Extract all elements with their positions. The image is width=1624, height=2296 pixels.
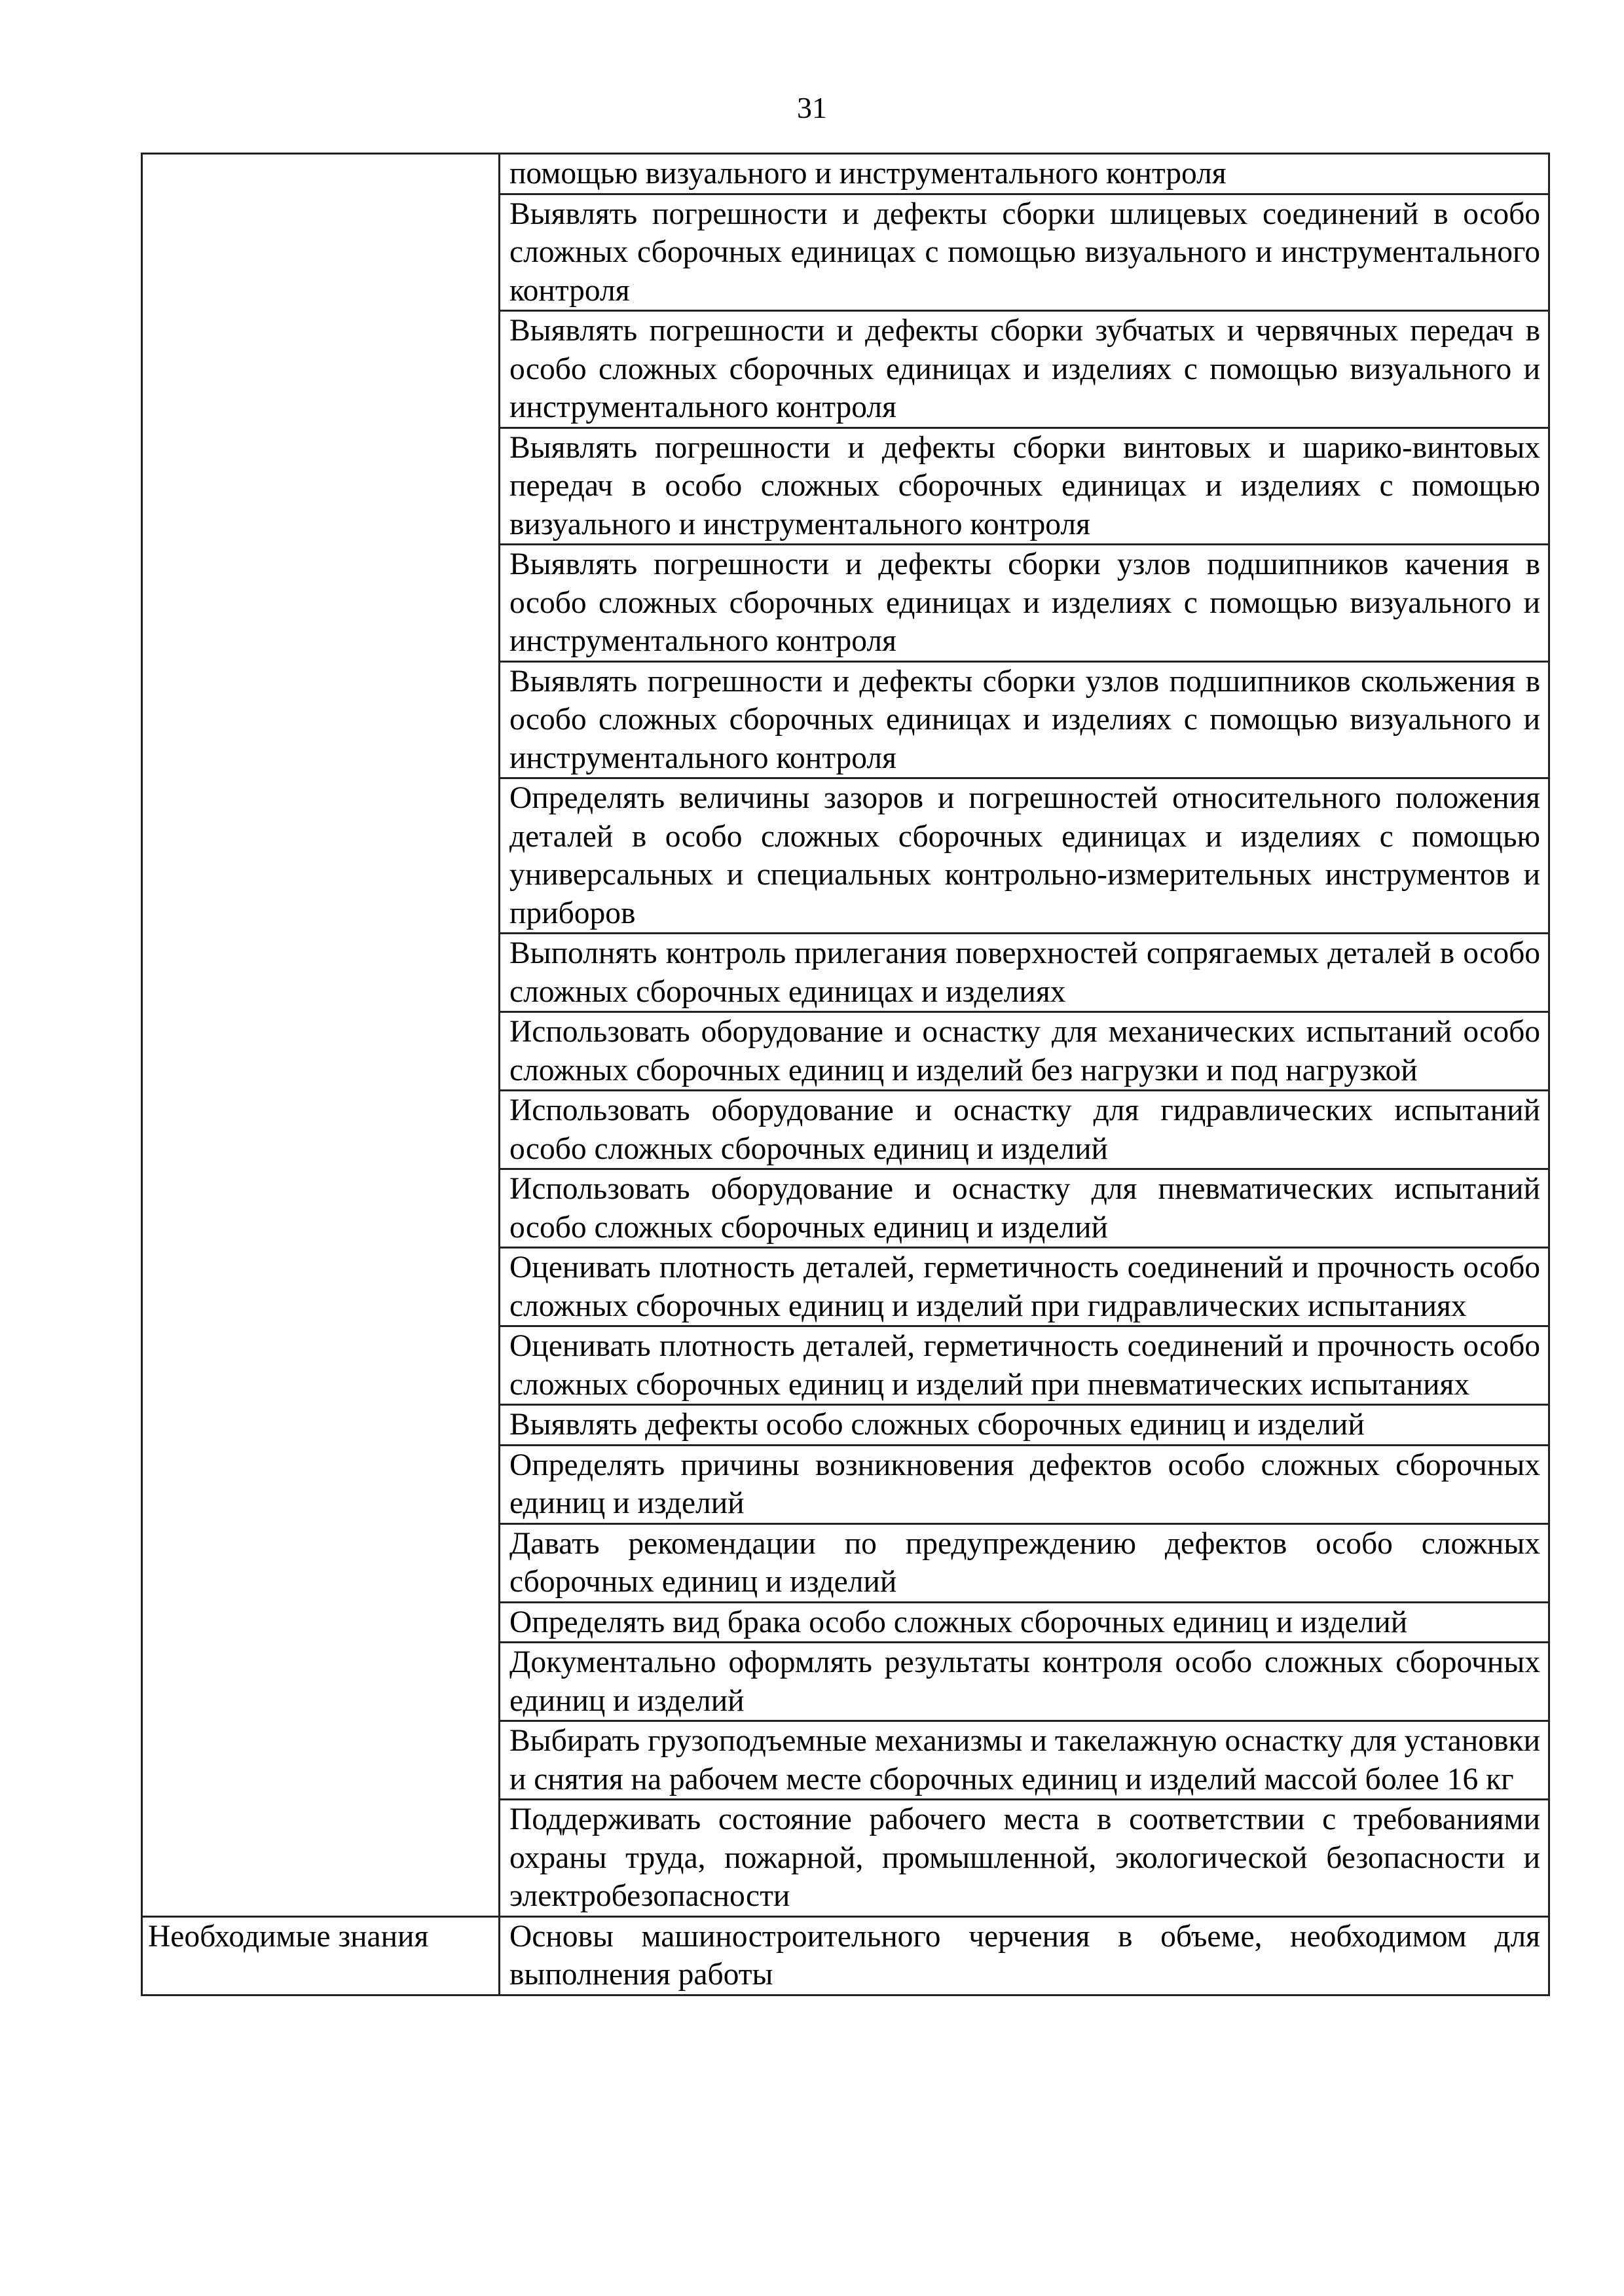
page-number: 31 — [797, 91, 827, 124]
knowledge-label: Необходимые знания — [142, 1916, 500, 1995]
skill-item: Выявлять дефекты особо сложных сборочных единиц и изделий — [500, 1405, 1549, 1446]
skill-item: Поддерживать состояние рабочего места в соответствии с требованиями охраны труда, пожарной, промышленной, экологической безопасности и электробезопасности — [500, 1800, 1549, 1917]
requirements-table — [141, 153, 1550, 1996]
skill-item: Определять причины возникновения дефектов особо сложных сборочных единиц и изделий — [500, 1445, 1549, 1523]
knowledge-item: Основы машиностроительного черчения в объеме, необходимом для выполнения работы — [500, 1916, 1549, 1995]
skill-item: Использовать оборудование и оснастку для механических испытаний особо сложных сборочных единиц и изделий без нагрузки и под нагрузкой — [500, 1012, 1549, 1091]
skill-item: Выполнять контроль прилегания поверхностей сопрягаемых деталей в особо сложных сборочных единицах и изделиях — [500, 934, 1549, 1012]
skill-item: Определять величины зазоров и погрешностей относительного положения деталей в особо сложных сборочных единицах и изделиях с помощью универсальных и специальных контрольно-измерительных инструментов и приборов — [500, 778, 1549, 934]
table-row — [142, 1916, 1549, 1995]
skill-item: Выявлять погрешности и дефекты сборки узлов подшипников скольжения в особо сложных сборочных единицах и изделиях с помощью визуального и инструментального контроля — [500, 661, 1549, 778]
skill-item: Оценивать плотность деталей, герметичность соединений и прочность особо сложных сборочных единиц и изделий при пневматических испытаниях — [500, 1326, 1549, 1405]
skill-item: Выявлять погрешности и дефекты сборки зубчатых и червячных передач в особо сложных сборочных единицах и изделиях с помощью визуального и инструментального контроля — [500, 311, 1549, 428]
skill-item: Давать рекомендации по предупреждению дефектов особо сложных сборочных единиц и изделий — [500, 1523, 1549, 1602]
skill-item: Определять вид брака особо сложных сборочных единиц и изделий — [500, 1602, 1549, 1643]
skill-item: Использовать оборудование и оснастку для гидравлических испытаний особо сложных сборочных единиц и изделий — [500, 1091, 1549, 1169]
skills-label-cell-continued — [142, 154, 500, 1917]
skill-item: помощью визуального и инструментального контроля — [500, 154, 1549, 194]
skill-item: Документально оформлять результаты контроля особо сложных сборочных единиц и изделий — [500, 1643, 1549, 1721]
skill-item: Выявлять погрешности и дефекты сборки шлицевых соединений в особо сложных сборочных единицах с помощью визуального и инструментального контроля — [500, 194, 1549, 311]
skill-item: Выбирать грузоподъемные механизмы и такелажную оснастку для установки и снятия на рабочем месте сборочных единиц и изделий массой более 16 кг — [500, 1721, 1549, 1800]
table-row — [142, 154, 1549, 194]
skill-item: Выявлять погрешности и дефекты сборки винтовых и шарико-винтовых передач в особо сложных сборочных единицах и изделиях с помощью визуального и инструментального контроля — [500, 428, 1549, 545]
skill-item: Оценивать плотность деталей, герметичность соединений и прочность особо сложных сборочных единиц и изделий при гидравлических испытаниях — [500, 1248, 1549, 1326]
skill-item: Выявлять погрешности и дефекты сборки узлов подшипников качения в особо сложных сборочных единицах и изделиях с помощью визуального и инструментального контроля — [500, 545, 1549, 662]
skill-item: Использовать оборудование и оснастку для пневматических испытаний особо сложных сборочных единиц и изделий — [500, 1169, 1549, 1248]
